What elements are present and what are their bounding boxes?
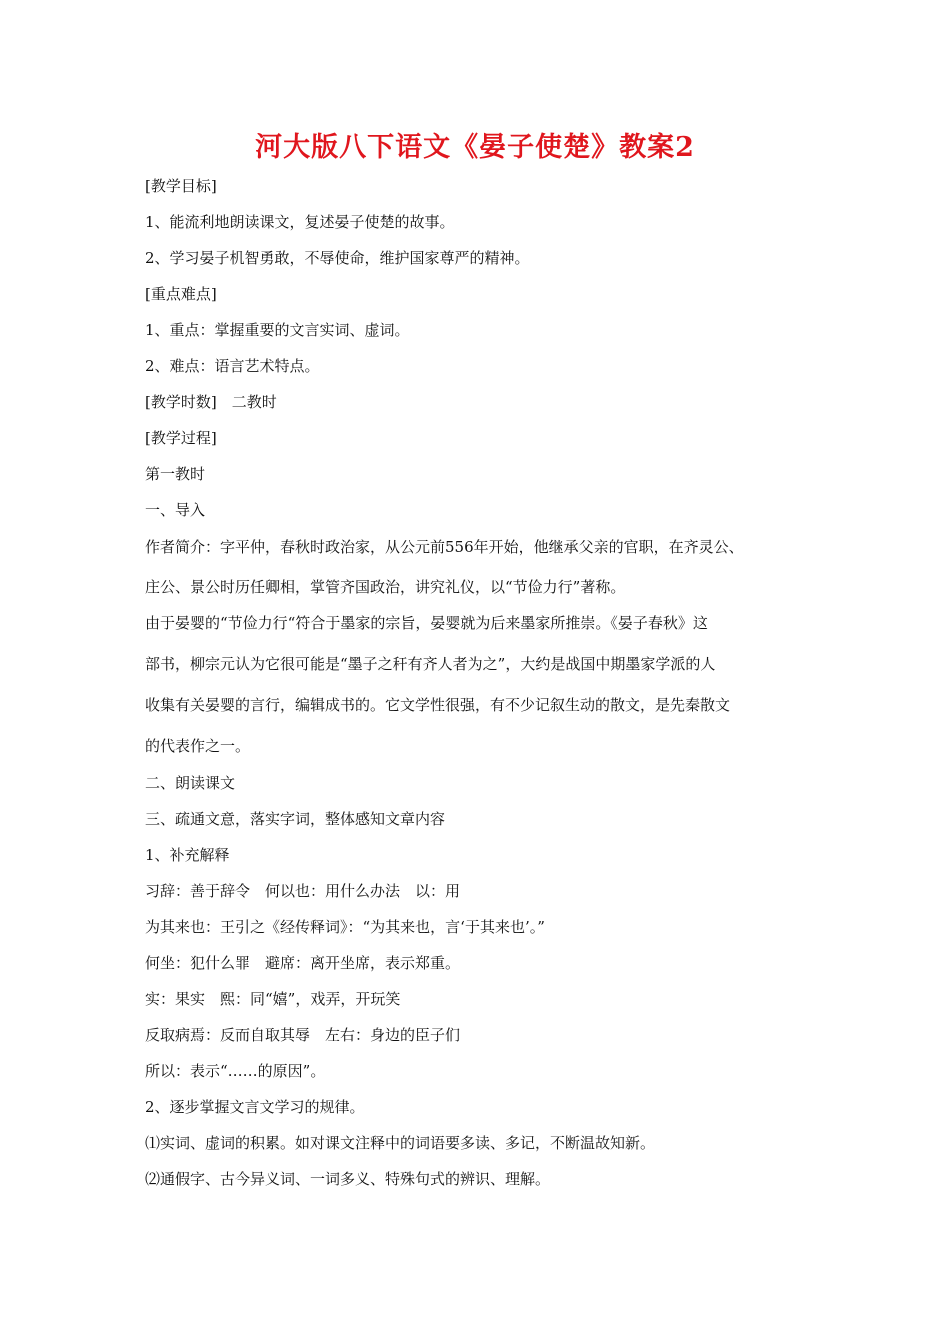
- paragraph-line: 收集有关晏婴的言行，编辑成书的。它文学性很强，有不少记叙生动的散文，是先秦散文: [145, 696, 731, 714]
- section-heading-process: [教学过程]: [145, 429, 217, 447]
- sub-heading: 2、逐步掌握文言文学习的规律。: [145, 1098, 365, 1116]
- section-heading-key-points: [重点难点]: [145, 285, 217, 303]
- paragraph-line: 习辞：善于辞令 何以也：用什么办法 以：用: [145, 882, 461, 900]
- sub-heading: 1、补充解释: [145, 846, 230, 864]
- paragraph-line: ⑴实词、虚词的积累。如对课文注释中的词语要多读、多记，不断温故知新。: [145, 1134, 656, 1152]
- step-heading: 二、朗读课文: [145, 774, 236, 792]
- paragraph-line: 庄公、景公时历任卿相，掌管齐国政治，讲究礼仪，以“节俭力行”著称。: [145, 578, 626, 596]
- paragraph-line: 部书，柳宗元认为它很可能是“墨子之秆有齐人者为之”，大约是战国中期墨家学派的人: [145, 655, 716, 673]
- step-heading: 三、疏通文意，落实字词，整体感知文章内容: [145, 810, 446, 828]
- document-title: 河大版八下语文《晏子使楚》教案2: [255, 132, 695, 163]
- section-heading-hours: [教学时数] 二教时: [145, 393, 277, 411]
- paragraph-line: 1、能流利地朗读课文，复述晏子使楚的故事。: [145, 213, 455, 231]
- paragraph-line: 实：果实 熙：同“嬉”，戏弄，开玩笑: [145, 990, 401, 1008]
- paragraph-line: 2、难点：语言艺术特点。: [145, 357, 320, 375]
- paragraph-line: 反取病焉：反而自取其辱 左右：身边的臣子们: [145, 1026, 461, 1044]
- paragraph-line: ⑵通假字、古今异义词、一词多义、特殊句式的辨识、理解。: [145, 1170, 551, 1188]
- paragraph-line: 何坐：犯什么罪 避席：离开坐席，表示郑重。: [145, 954, 461, 972]
- paragraph-line: 2、学习晏子机智勇敢，不辱使命，维护国家尊严的精神。: [145, 249, 530, 267]
- paragraph-line: 所以：表示“……的原因”。: [145, 1062, 326, 1080]
- step-heading: 一、导入: [145, 501, 206, 519]
- paragraph-line: 为其来也：王引之《经传释词》：“为其来也，言‘于其来也’。”: [145, 918, 545, 936]
- paragraph-line: 由于晏婴的“节俭力行“符合于墨家的宗旨，晏婴就为后来墨家所推崇。《晏子春秋》这: [145, 614, 708, 632]
- lesson-heading: 第一教时: [145, 465, 206, 483]
- paragraph-line: 1、重点：掌握重要的文言实词、虚词。: [145, 321, 410, 339]
- section-heading-objectives: [教学目标]: [145, 177, 217, 195]
- paragraph-line: 作者简介：字平仲，春秋时政治家，从公元前556年开始，他继承父亲的官职，在齐灵公、: [145, 538, 744, 556]
- paragraph-line: 的代表作之一。: [145, 737, 251, 755]
